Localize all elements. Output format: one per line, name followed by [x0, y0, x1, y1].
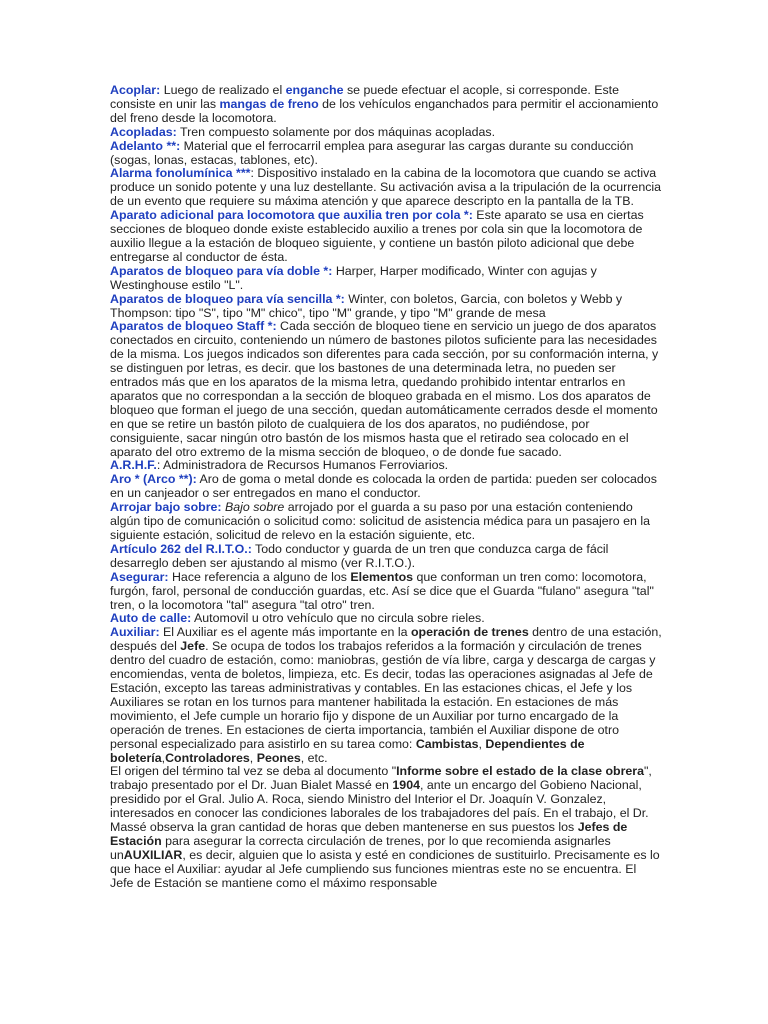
bold-text: Informe sobre el estado de la clase obrera: [396, 764, 645, 779]
entry-text: . Se ocupa de todos los trabajos referidos a la formación y circulación de trenes dentro del cuadro de estación, como: maniobras, gestión de vía libre, carga y descarga de cargas y encomiendas, venta de boletos, limpieza, etc. Es decir, todas las operaciones asignadas al Jefe de Estación, excepto las tareas administrativas y contables. En las estaciones chicas, el Jefe y los Auxiliares se rotan en los turnos para mantener habilitada la estación. En estaciones de más movimiento, el Jefe cumple un horario fijo y dispone de un Auxiliar por turno encargado de la operación de trenes. En estaciones de cierta importancia, también el Auxiliar dispone de otro personal especializado para asistirlo en su tarea como:: [110, 639, 656, 751]
glossary-entry: [110, 612, 662, 626]
entry-text: , ante un encargo del Gobieno Nacional, presidido por el Gral. Julio A. Roca, siendo Ministro del Interior el Dr. Joaquín V. Gonzalez, interesados en conocer las condiciones laborales de los trabajadores del país. En el trabajo, el Dr. Massé observa la gran cantidad de horas que deben mantenerse en sus puestos los: [110, 778, 649, 835]
glossary-document: [110, 84, 662, 891]
glossary-term: Arrojar bajo sobre:: [110, 500, 222, 515]
glossary-entry: [110, 473, 662, 501]
glossary-term: Aparato adicional para locomotora que auxilia tren por cola *:: [110, 208, 473, 223]
entry-text: ,: [249, 750, 257, 765]
glossary-entry: [110, 459, 662, 473]
entry-text: El Auxiliar es el agente más importante en la: [159, 625, 411, 640]
entry-text: Winter, con boletos, Garcia, con boletos y Webb y Thompson: tipo "S", tipo "M" chico", tipo "M" grande, y tipo "M" grande de mesa: [110, 291, 623, 320]
entry-text: ", trabajo presentado por el Dr. Juan Bialet Massé en: [110, 764, 652, 793]
glossary-term: Asegurar:: [110, 569, 169, 584]
bold-text: Dependientes de boletería: [110, 736, 585, 765]
glossary-entry: [110, 320, 662, 459]
entry-text: Luego de realizado el: [160, 83, 286, 97]
glossary-term: Artículo 262 del R.I.T.O.:: [110, 541, 252, 556]
glossary-term: Acopladas:: [110, 124, 177, 139]
glossary-entry: [110, 571, 662, 613]
entry-text: de los vehículos enganchados para permitir el accionamiento del freno desde la locomotora.: [110, 96, 659, 125]
glossary-term: Auxiliar:: [110, 625, 160, 640]
glossary-term: Acoplar:: [110, 83, 161, 97]
glossary-link[interactable]: mangas de freno: [219, 96, 319, 111]
bold-text: Jefe: [180, 639, 206, 654]
entry-text: ,: [478, 736, 486, 751]
bold-text: AUXILIAR: [123, 847, 183, 862]
entry-text: arrojado por el guarda a su paso por una estación conteniendo algún tipo de comunicación o solicitud como: solicitud de asistencia médica para un pasajero en la siguiente estación, solicitud de relevo en la estación siguiente, etc.: [110, 500, 650, 542]
bold-text: operación de trenes: [410, 625, 529, 640]
bold-text: Elementos: [350, 569, 414, 584]
entry-text: , es decir, alguien que lo asista y esté en condiciones de sustituirlo. Precisamente es lo que hace el Auxiliar: ayudar al Jefe cumpliendo sus funciones mientras este no se encuentra. El Jefe de Estación se mantiene como el máximo responsable: [110, 847, 660, 890]
glossary-term: A.R.H.F.: [110, 458, 157, 473]
glossary-entry: [110, 209, 662, 265]
entry-text: Material que el ferrocarril emplea para asegurar las cargas durante su conducción (sogas, lonas, estacas, tablones, etc).: [110, 138, 634, 167]
glossary-term: Aro * (Arco **):: [110, 472, 197, 487]
entry-text: , etc.: [300, 750, 328, 765]
glossary-entry: [110, 501, 662, 543]
bold-text: Controladores: [165, 750, 250, 765]
glossary-entry: [110, 265, 662, 293]
entry-text: : Dispositivo instalado en la cabina de la locomotora que cuando se activa produce un sonido potente y una luz destellante. Su activación avisa a la tripulación de la ocurrencia de un evento que requiere su máxima atención y que aparece descripto en la pantalla de la TB.: [110, 166, 662, 209]
entry-text: Tren compuesto solamente por dos máquinas acopladas.: [176, 124, 496, 139]
glossary-entry: [110, 765, 662, 890]
entry-text: que conforman un tren como: locomotora, furgón, farol, personal de conducción guardas, etc. Así se dice que el Guarda "fulano" asegura "tal" tren, o la locomotora "tal" asegura "tal otro" tren.: [110, 569, 654, 612]
glossary-entry: [110, 167, 662, 209]
bold-text: Cambistas: [415, 736, 479, 751]
entry-text: se puede efectuar el acople, si corresponde. Este consiste en unir las: [110, 83, 620, 111]
italic-text: Bajo sobre: [225, 500, 285, 515]
glossary-term: Adelanto **:: [110, 138, 181, 153]
glossary-term: Auto de calle:: [110, 611, 192, 626]
glossary-entry: [110, 543, 662, 571]
glossary-entry: [110, 626, 662, 765]
glossary-term: Aparatos de bloqueo para vía doble *:: [110, 263, 333, 278]
glossary-link[interactable]: enganche: [285, 83, 344, 97]
glossary-term: Aparatos de bloqueo Staff *:: [110, 319, 277, 334]
bold-text: Jefes de Estación: [110, 820, 628, 848]
glossary-entry: [110, 140, 662, 168]
entry-text: Harper, Harper modificado, Winter con agujas y Westinghouse estilo "L".: [110, 263, 597, 292]
bold-text: Peones: [256, 750, 301, 765]
entry-text: Hace referencia a alguno de los: [168, 569, 351, 584]
entry-text: ,: [161, 750, 166, 765]
entry-text: Cada sección de bloqueo tiene en servicio un juego de dos aparatos conectados en circuito, conteniendo un número de bastones pilotos suficiente para las necesidades de la misma. Los juegos indicados son diferentes para cada sección, por su conformación interna, y se distinguen por letras, es decir. que los bastones de una determinada letra, no pueden ser entrados más que en los aparatos de la misma letra, quedando prohibido intentar entrarlos en aparatos que no correspondan a la sección de bloqueo grabada en el mismo. Los dos aparatos de bloqueo que forman el juego de una sección, quedan automáticamente cerrados desde el momento en que se retire un bastón piloto de cualquiera de los dos aparatos, no pudiéndose, por consiguiente, sacar ningún otro bastón de los mismos hasta que el retirado sea colocado en el aparato del otro extremo de la misma sección de bloqueo, o de donde fue sacado.: [110, 319, 659, 459]
entry-text: : Administradora de Recursos Humanos Ferroviarios.: [156, 458, 449, 473]
entry-text: Aro de goma o metal donde es colocada la orden de partida: pueden ser colocados en un canjeador o ser entregados en mano el conductor.: [110, 472, 657, 501]
glossary-term: Aparatos de bloqueo para vía sencilla *:: [110, 291, 345, 306]
glossary-entry: [110, 84, 662, 126]
entry-text: Este aparato se usa en ciertas secciones de bloqueo donde existe establecido auxilio a trenes por cola sin que la locomotora de auxilio llegue a la estación de bloqueo siguiente, y contiene un bastón piloto adicional que debe entregarse al conductor de ésta.: [110, 208, 644, 264]
entry-text: Automovil u otro vehículo que no circula sobre rieles.: [191, 611, 485, 626]
entry-text: para asegurar la correcta circulación de trenes, por lo que recomienda asignarles un: [110, 833, 611, 862]
glossary-entry: [110, 126, 662, 140]
entry-text: dentro de una estación, después del: [110, 625, 662, 654]
glossary-entry: [110, 293, 662, 321]
entry-text: El origen del término tal vez se deba al documento ": [110, 764, 397, 779]
glossary-term: Alarma fonolumínica ***: [110, 166, 251, 181]
entry-text: Todo conductor y guarda de un tren que conduzca carga de fácil desarreglo deben ser ajustando al mismo (ver R.I.T.O.).: [110, 541, 609, 570]
bold-text: 1904: [392, 778, 420, 793]
